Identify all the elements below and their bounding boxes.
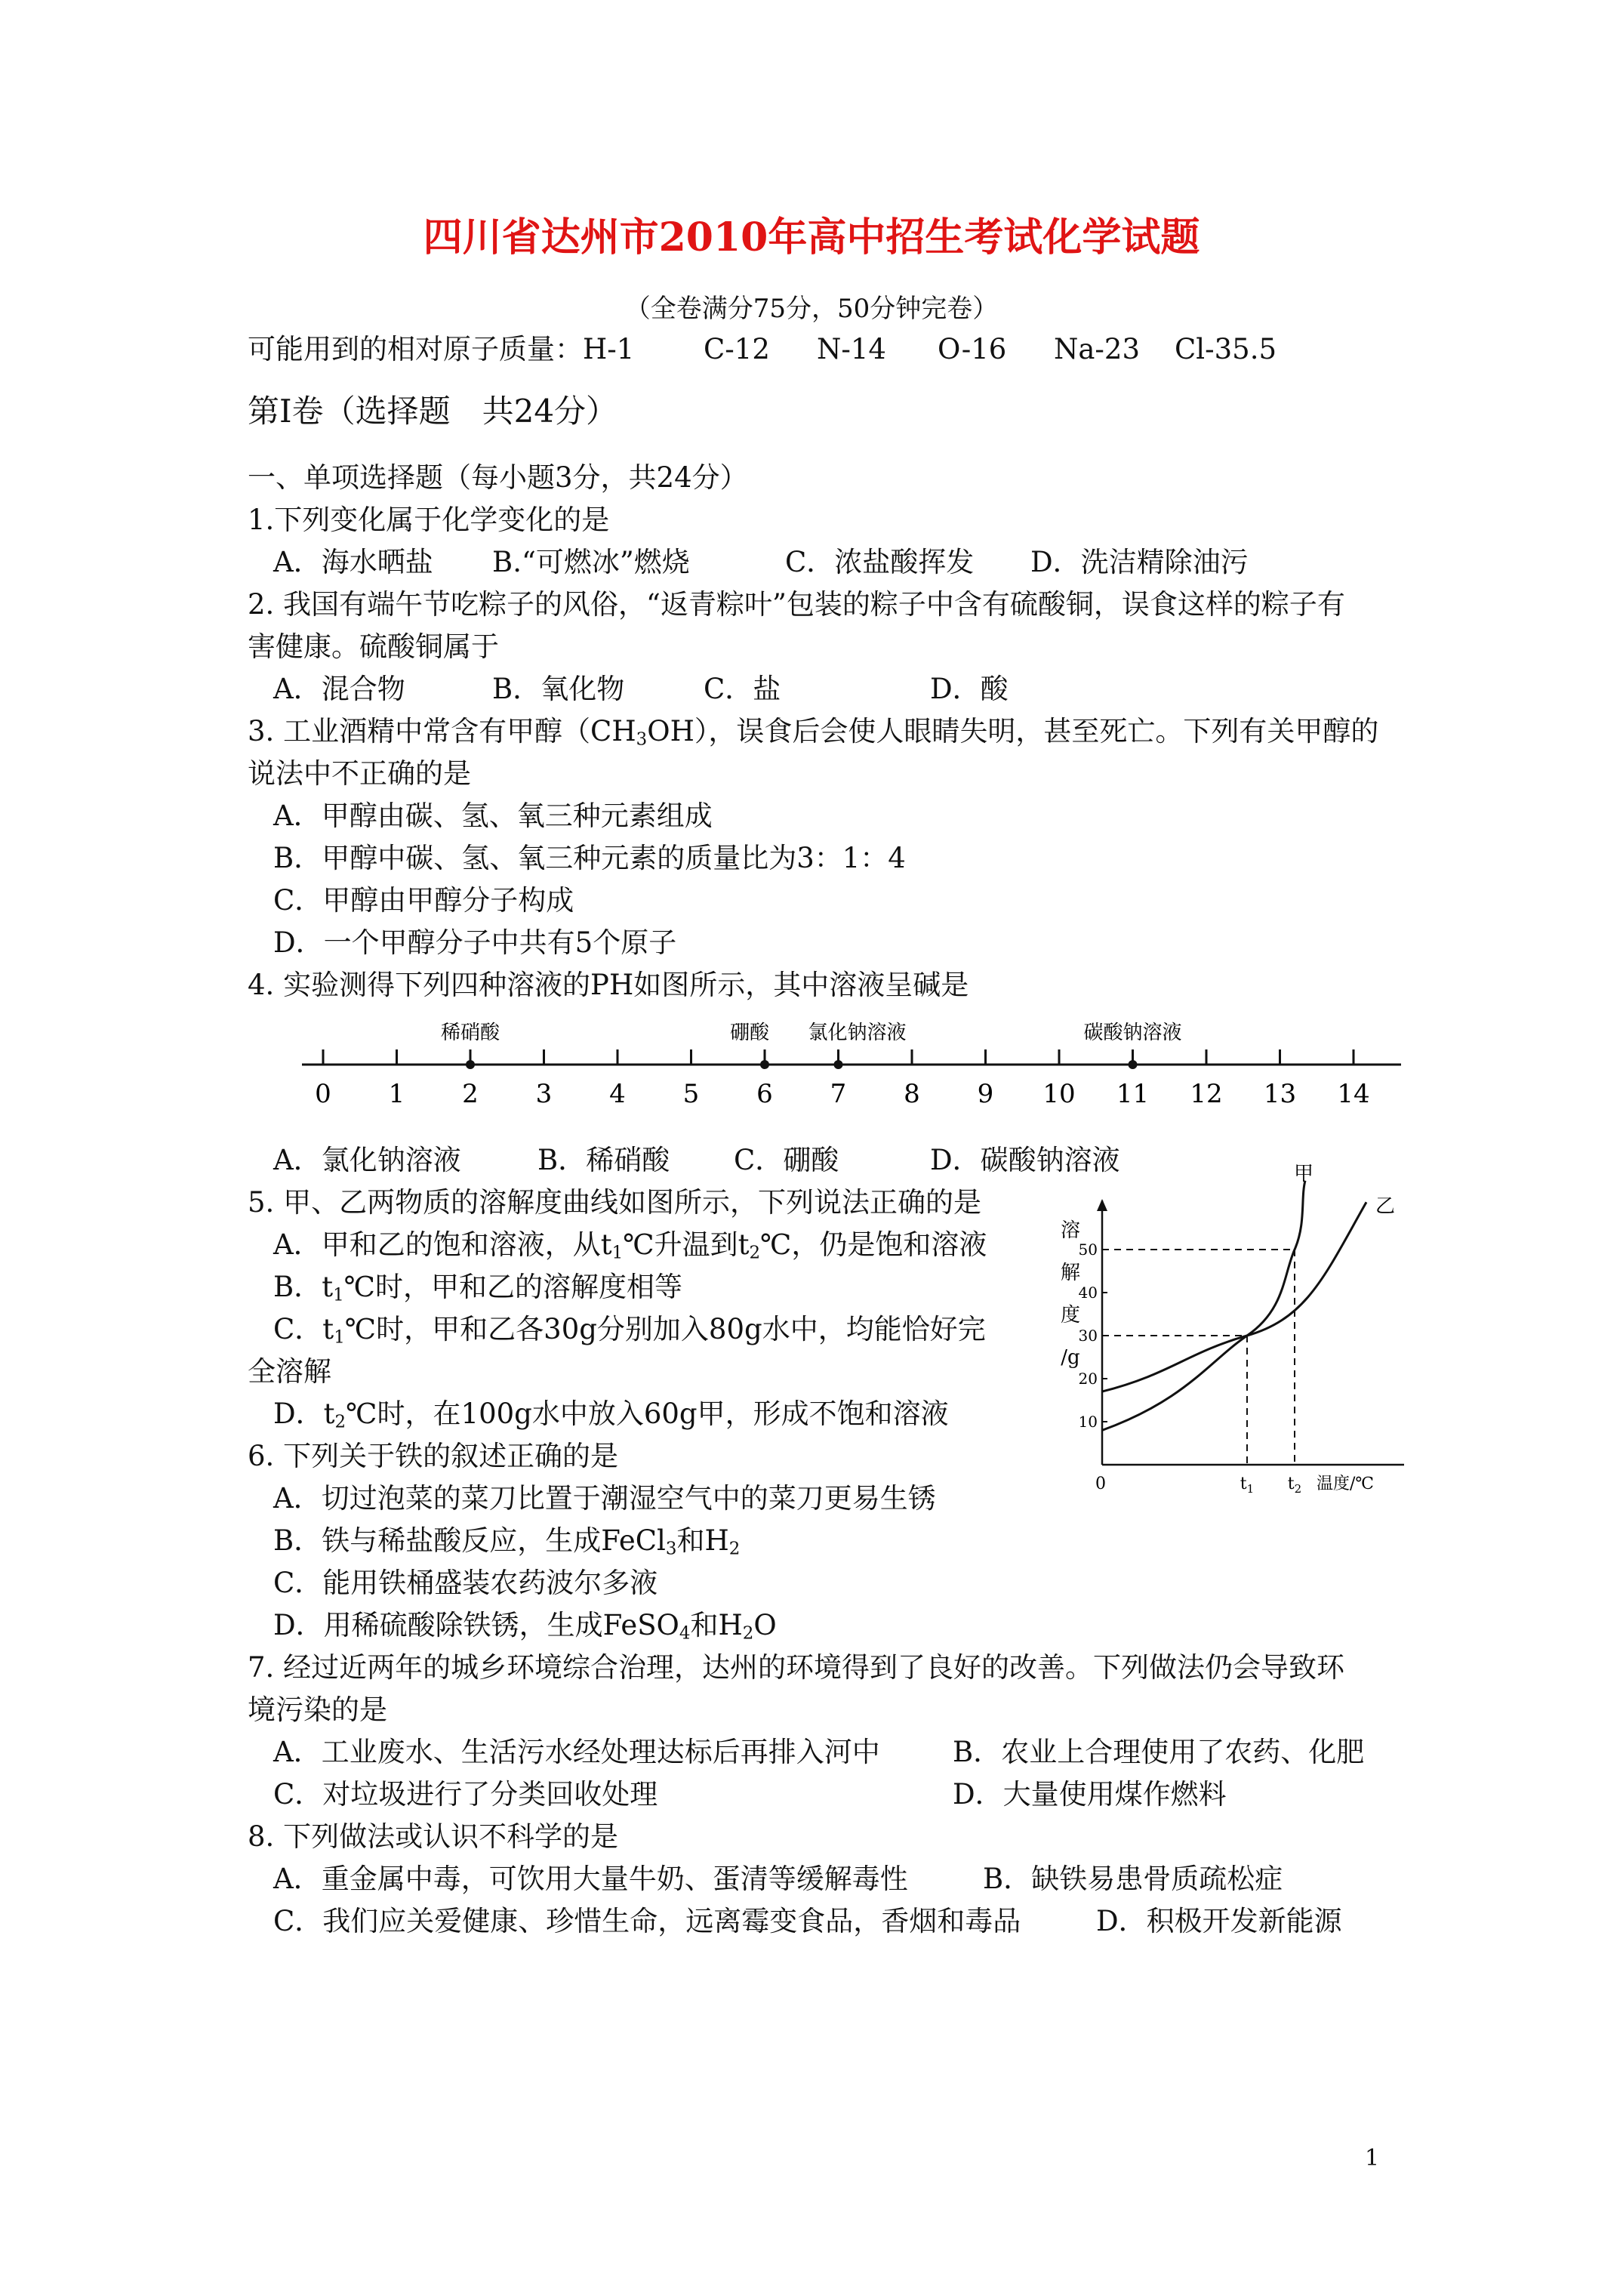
ph-marker-label: 稀硝酸 xyxy=(440,1022,500,1044)
q6-option-d-text3: O xyxy=(753,1609,777,1641)
q4-option-d: D．碳酸钠溶液 xyxy=(930,1144,1120,1176)
y-tick-label: 10 xyxy=(1078,1413,1098,1431)
q6-stem: 6. 下列关于铁的叙述正确的是 xyxy=(248,1440,619,1472)
exam-subtitle: （全卷满分75分，50分钟完卷） xyxy=(624,294,999,324)
y-tick-label: 50 xyxy=(1078,1240,1098,1259)
ph-tick-label: 14 xyxy=(1337,1079,1370,1109)
q6-option-d-text: D．用稀硫酸除铁锈，生成FeSO xyxy=(273,1609,679,1641)
q2-option-b: B．氧化物 xyxy=(492,673,625,705)
part1-heading: 第Ⅰ卷（选择题 共24分） xyxy=(248,393,618,430)
q7-stem-line1: 7. 经过近两年的城乡环境综合治理，达州的环境得到了良好的改善。下列做法仍会导致环 xyxy=(248,1651,1345,1684)
atomic-mass-item: N-14 xyxy=(817,333,886,365)
q2-stem-line2: 害健康。硫酸铜属于 xyxy=(248,630,499,663)
ph-marker-label: 硼酸 xyxy=(729,1022,770,1044)
q5-option-a-sub2: 2 xyxy=(749,1243,761,1263)
q5-option-b-sub: 1 xyxy=(333,1285,344,1305)
y-axis-arrow xyxy=(1097,1199,1107,1211)
q6-option-c: C．能用铁桶盛装农药波尔多液 xyxy=(273,1567,658,1599)
q5-option-a xyxy=(273,1223,987,1267)
ph-tick-label: 2 xyxy=(462,1079,479,1109)
q8-option-a: A．重金属中毒，可饮用大量牛奶、蛋清等缓解毒性 xyxy=(273,1863,908,1895)
ph-tick-label: 0 xyxy=(315,1079,331,1109)
q5-option-c-line2: 全溶解 xyxy=(248,1355,331,1388)
ph-tick-label: 9 xyxy=(977,1079,994,1109)
q2-stem-line1: 2. 我国有端午节吃粽子的风俗，“返青粽叶”包装的粽子中含有硫酸铜，误食这样的粽子有 xyxy=(248,588,1345,621)
y-axis-label-char: 度 xyxy=(1060,1304,1081,1327)
q4-stem: 4. 实验测得下列四种溶液的PH如图所示，其中溶液呈碱是 xyxy=(248,969,969,1001)
q3-stem-a: 3. 工业酒精中常含有甲醇（CH xyxy=(248,715,636,747)
q5-option-b xyxy=(273,1265,682,1309)
x-axis-label: 温度/℃ xyxy=(1316,1475,1375,1493)
y-tick-label: 40 xyxy=(1078,1284,1098,1302)
q3-option-a: A．甲醇由碳、氢、氧三种元素组成 xyxy=(273,800,713,832)
q4-option-a: A．氯化钠溶液 xyxy=(273,1144,461,1176)
q4-option-b: B．稀硝酸 xyxy=(537,1144,670,1176)
ph-tick-label: 1 xyxy=(388,1079,405,1109)
q8-option-b: B．缺铁易患骨质疏松症 xyxy=(983,1863,1283,1895)
ph-scale-figure xyxy=(0,1012,1623,1117)
ph-tick-label: 10 xyxy=(1042,1079,1076,1109)
ph-tick-label: 13 xyxy=(1263,1079,1297,1109)
q3-stem-line2: 说法中不正确的是 xyxy=(248,757,471,790)
q2-option-d: D．酸 xyxy=(930,673,1009,705)
q1-option-a: A．海水晒盐 xyxy=(273,546,433,578)
q6-option-b-sub2: 2 xyxy=(728,1539,741,1559)
q6-option-d-sub1: 4 xyxy=(679,1623,691,1644)
q8-option-c: C．我们应关爱健康、珍惜生命，远离霉变食品，香烟和毒品 xyxy=(273,1905,1021,1937)
q1-option-c: C．浓盐酸挥发 xyxy=(785,546,975,578)
curve-yi xyxy=(1102,1202,1366,1391)
q5-option-a-text3: ℃，仍是饱和溶液 xyxy=(760,1228,987,1261)
q1-option-d: D．洗洁精除油污 xyxy=(1030,546,1249,578)
q3-stem-sub: 3 xyxy=(636,729,648,750)
q2-option-a: A．混合物 xyxy=(273,673,405,705)
q3-option-c: C．甲醇由甲醇分子构成 xyxy=(273,884,574,917)
series-label-yi: 乙 xyxy=(1375,1195,1396,1218)
q5-option-a-text2: ℃升温到t xyxy=(623,1228,750,1261)
chart-content xyxy=(1102,1163,1395,1465)
q6-option-d-sub2: 2 xyxy=(742,1623,754,1644)
exam-title: 四川省达州市2010年高中招生考试化学试题 xyxy=(423,214,1200,260)
x-tick-label: $t_2$ xyxy=(1287,1475,1302,1496)
q5-option-d xyxy=(273,1392,949,1436)
atomic-mass-label: 可能用到的相对原子质量： xyxy=(248,333,583,365)
ph-markers xyxy=(441,1022,1182,1069)
q5-option-a-sub1: 1 xyxy=(611,1243,624,1263)
y-axis-label-char: 溶 xyxy=(1060,1219,1081,1242)
q3-stem-b: OH），误食后会使人眼睛失明，甚至死亡。下列有关甲醇的 xyxy=(647,715,1379,747)
series-label-jia: 甲 xyxy=(1293,1162,1314,1185)
atomic-mass-item: Cl-35.5 xyxy=(1175,333,1277,365)
ph-tick-label: 11 xyxy=(1116,1079,1150,1109)
q7-option-a: A．工业废水、生活污水经处理达标后再排入河中 xyxy=(273,1736,880,1768)
q6-option-d-text2: 和H xyxy=(690,1609,743,1641)
ph-tick-label: 3 xyxy=(535,1079,553,1109)
q8-stem: 8. 下列做法或认识不科学的是 xyxy=(248,1820,619,1853)
ph-marker-label: 碳酸钠溶液 xyxy=(1083,1022,1182,1044)
curve-jia xyxy=(1102,1181,1305,1431)
q5-option-b-text: B．t xyxy=(273,1271,334,1303)
page-number: 1 xyxy=(1365,2145,1380,2171)
ph-marker-dot xyxy=(1129,1060,1138,1069)
ph-ticks xyxy=(315,1049,1369,1109)
ph-tick-label: 5 xyxy=(682,1079,700,1109)
ph-tick-label: 6 xyxy=(756,1079,773,1109)
q6-option-b xyxy=(273,1519,740,1563)
q6-option-b-text2: 和H xyxy=(676,1524,729,1557)
atomic-mass-line xyxy=(248,328,1277,371)
y-tick-label: 30 xyxy=(1078,1327,1098,1345)
y-axis-label-char: 解 xyxy=(1060,1262,1081,1284)
section1-heading: 一、单项选择题（每小题3分，共24分） xyxy=(248,461,748,494)
q5-option-d-text2: ℃时，在100g水中放入60g甲，形成不饱和溶液 xyxy=(346,1398,949,1430)
q5-stem: 5. 甲、乙两物质的溶解度曲线如图所示，下列说法正确的是 xyxy=(248,1186,982,1219)
q3-option-b: B．甲醇中碳、氢、氧三种元素的质量比为3：1：4 xyxy=(273,842,906,874)
q8-option-d: D．积极开发新能源 xyxy=(1096,1905,1342,1937)
q3-option-d: D．一个甲醇分子中共有5个原子 xyxy=(273,926,677,959)
q5-option-d-sub: 2 xyxy=(334,1412,346,1432)
q3-stem-line1 xyxy=(248,710,1378,754)
ph-marker-dot xyxy=(834,1060,843,1069)
ph-tick-label: 4 xyxy=(609,1079,626,1109)
ph-tick-label: 12 xyxy=(1190,1079,1223,1109)
atomic-mass-item: H-1 xyxy=(583,333,635,365)
q6-option-b-text: B．铁与稀盐酸反应，生成FeCl xyxy=(273,1524,666,1557)
x-tick-label: $t_1$ xyxy=(1240,1475,1255,1496)
q1-option-b: B.“可燃冰”燃烧 xyxy=(492,546,690,578)
q6-option-b-sub1: 3 xyxy=(665,1539,677,1559)
q5-option-c xyxy=(273,1308,986,1351)
atomic-mass-item: Na-23 xyxy=(1054,333,1141,365)
q6-option-d xyxy=(273,1604,777,1647)
q5-option-c-text2: ℃时，甲和乙各30g分别加入80g水中，均能恰好完 xyxy=(344,1313,986,1345)
q2-option-c: C．盐 xyxy=(704,673,781,705)
ph-tick-label: 8 xyxy=(904,1079,920,1109)
q5-option-b-text2: ℃时，甲和乙的溶解度相等 xyxy=(343,1271,683,1303)
q7-stem-line2: 境污染的是 xyxy=(248,1693,387,1726)
ph-marker-dot xyxy=(466,1060,475,1069)
q6-option-a: A．切过泡菜的菜刀比置于潮湿空气中的菜刀更易生锈 xyxy=(273,1482,936,1515)
solubility-chart xyxy=(1034,1162,1412,1496)
ph-marker-dot xyxy=(760,1060,769,1069)
x-tick-label: 0 xyxy=(1095,1475,1106,1493)
atomic-mass-item: O-16 xyxy=(938,333,1007,365)
q7-option-d: D．大量使用煤作燃料 xyxy=(953,1778,1227,1811)
ph-tick-label: 7 xyxy=(830,1079,847,1109)
q7-option-c: C．对垃圾进行了分类回收处理 xyxy=(273,1778,658,1811)
q5-option-d-text: D．t xyxy=(273,1398,335,1430)
q5-option-c-sub: 1 xyxy=(334,1327,345,1348)
atomic-mass-item: C-12 xyxy=(704,333,770,365)
y-tick-label: 20 xyxy=(1078,1370,1098,1388)
q4-option-c: C．硼酸 xyxy=(734,1144,839,1176)
q5-option-a-text: A．甲和乙的饱和溶液，从t xyxy=(273,1228,612,1261)
q1-stem: 1.下列变化属于化学变化的是 xyxy=(248,504,610,536)
y-axis-label-char: /g xyxy=(1061,1346,1080,1369)
ph-marker-label: 氯化钠溶液 xyxy=(808,1022,907,1044)
q7-option-b: B．农业上合理使用了农药、化肥 xyxy=(953,1736,1365,1768)
q5-option-c-text: C．t xyxy=(273,1313,334,1345)
